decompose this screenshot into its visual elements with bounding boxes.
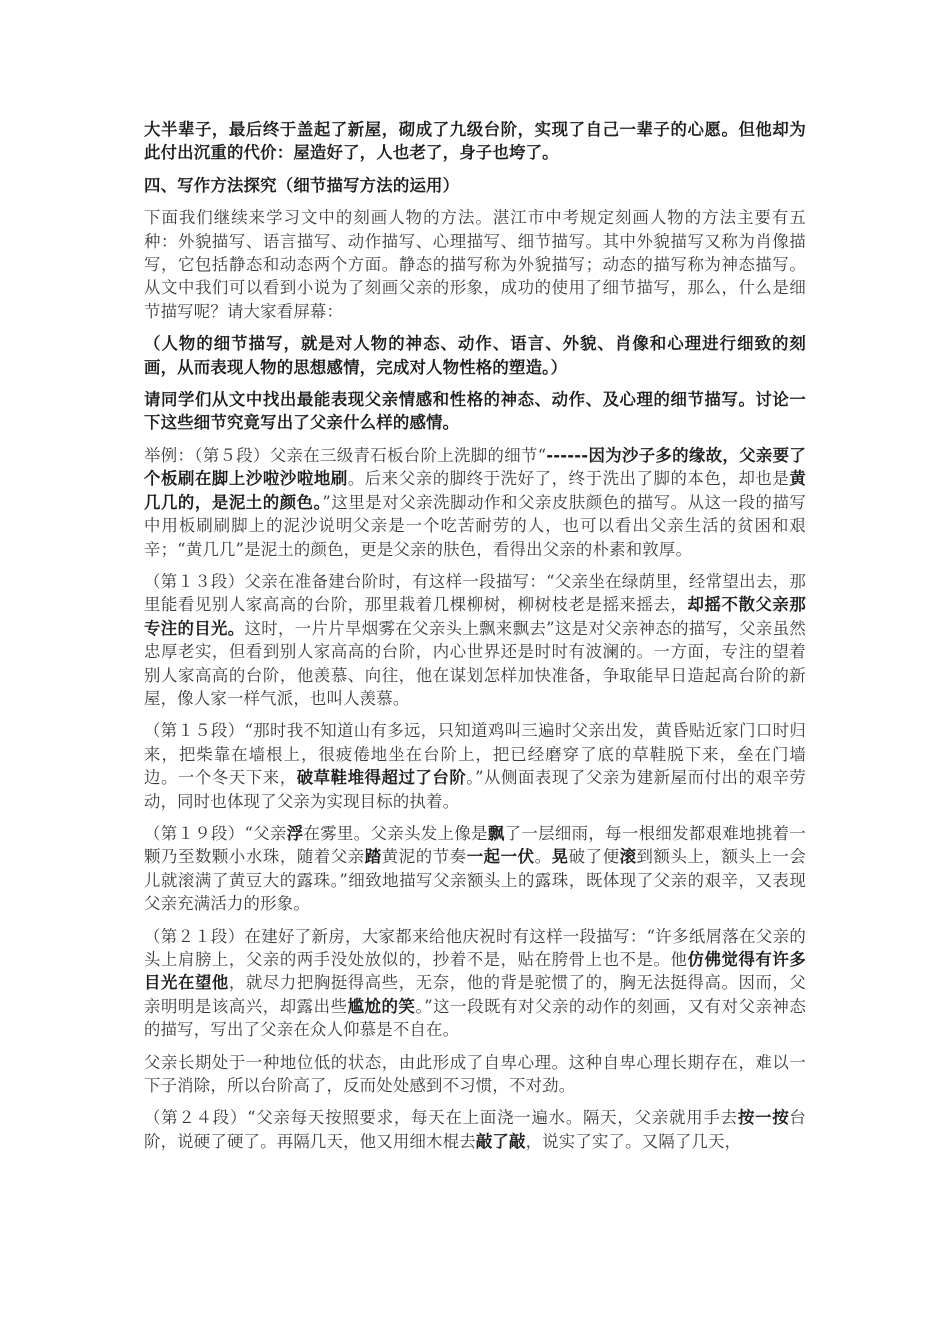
text-run: （第２１段）在建好了新房，大家都来给他庆祝时有这样一段描写：“许多纸屑落在父亲的头上肩膀上，父亲的两手没处放似的，抄着不是，贴在胯骨上也不是。他 [144,926,806,969]
bold-text-run: 敲了敲 [475,1131,526,1151]
paragraph-example-24 [144,1106,806,1153]
text-run: 在雾里。父亲头发上像是 [303,823,488,843]
text-run: ，就尽力把胸挺得高些，无奈，他的背是驼惯了的，胸无法挺得高。因而，父亲明明是该高兴，却露出些 [144,973,806,1016]
bold-text-run: 一起一伏 [466,847,535,867]
text-run: 。 [534,847,552,867]
bold-text-run: 浮 [286,823,304,843]
text-run: （人物的细节描写，就是对人物的神态、动作、语言、外貌、肖像和心理进行细致的刻画，从而表现人物的思想感情，完成对人物性格的塑造。） [144,334,806,377]
text-run: ，说实了实了。又隔了几天， [525,1131,742,1151]
text-run: （第２４段）“父亲每天按照要求，每天在上面浇一遍水。隔天，父亲就用手去 [144,1108,738,1128]
bold-text-run: 黄几几的，是泥土的颜色。 [144,469,806,512]
text-run: （第１３段）父亲在准备建台阶时，有这样一段描写：“父亲坐在绿荫里，经常望出去，那里能看见别人家高高的台阶，那里栽着几棵柳树，柳树枝老是摇来摇去， [144,571,806,615]
paragraph-intro [144,206,806,323]
bold-text-run: ------因为沙子多的缘故，父亲要了个板刷在脚上沙啦沙啦地刷 [144,445,806,489]
text-run: 。”这一段既有对父亲的动作的刻画，又有对父亲神态的描写，写出了父亲在众人仰慕是不自在。 [144,996,806,1040]
paragraph-definition [144,332,806,379]
text-run: 破了便 [568,847,620,867]
bold-text-run: 仿佛觉得有许多目光在望他 [144,950,806,993]
bold-text-run: 却摇不散父亲那专注的目光。 [144,595,806,638]
bold-text-run: 晃 [551,847,569,867]
text-run: 这时，一片片旱烟雾在父亲头上飘来飘去”这是对父亲神态的描写，父亲虽然忠厚老实，但看到别人家高高的台阶，内心世界还是时时有波澜的。一方面，专注的望着别人家高高的台阶，他羡慕、向往，他在谋划怎样加快准备，争取能早日造起高台阶的新屋，像人家一样气派，也叫人羡慕。 [144,618,806,708]
paragraph-analysis [144,1051,806,1098]
bold-text-run: 破草鞋堆得超过了台阶 [296,768,467,788]
bold-text-run: 按一按 [737,1108,790,1128]
text-run: 到额头上，额头上一会儿就滚满了黄豆大的露珠。”细致地描写父亲额头上的露珠，既体现了父亲的艰辛，又表现父亲充满活力的形象。 [144,847,806,914]
paragraph-example-5 [144,444,806,561]
text-run: 。后来父亲的脚终于洗好了，终于洗出了脚的本色，却也是 [347,469,790,489]
text-run: （第１５段）“那时我不知道山有多远，只知道鸡叫三遍时父亲出发，黄昏贴近家门口时归来，把柴靠在墙根上，很疲倦地坐在台阶上，把已经磨穿了底的草鞋脱下来，垒在门墙边。一个冬天下来， [144,721,806,788]
text-run: 了一层细雨，每一根细发都艰难地挑着一颗乃至数颗小水珠，随着父亲 [144,823,807,867]
text-run: 父亲长期处于一种地位低的状态，由此形成了自卑心理。这种自卑心理长期存在，难以一下子消除，所以台阶高了，反而处处感到不习惯，不对劲。 [144,1052,806,1096]
text-run: 黄泥的节奏 [381,847,467,867]
bold-text-run: 滚 [619,847,637,867]
text-run: 大半辈子，最后终于盖起了新屋，砌成了九级台阶，实现了自己一辈子的心愿。但他却为此付出沉重的代价：屋造好了，人也老了，身子也垮了。 [144,120,806,163]
text-run: ”这里是对父亲洗脚动作和父亲皮肤颜色的描写。从这一段的描写中用板刷刷脚上的泥沙说明父亲是一个吃苦耐劳的人，也可以看出父亲生活的贫困和艰辛；“黄几几”是泥土的颜色，更是父亲的肤色，看得出父亲的朴素和敦厚。 [144,492,807,559]
text-run: 举例：（第５段）父亲在三级青石板台阶上洗脚的细节“ [144,445,547,465]
paragraph-example-15 [144,719,806,813]
text-run: 请同学们从文中找出最能表现父亲情感和性格的神态、动作、及心理的细节描写。讨论一下这些细节究竟写出了父亲什么样的感情。 [144,390,806,433]
section-heading [144,174,806,197]
paragraph-example-19 [144,822,806,916]
text-run: 下面我们继续来学习文中的刻画人物的方法。湛江市中考规定刻画人物的方法主要有五种：外貌描写、语言描写、动作描写、心理描写、细节描写。其中外貌描写又称为肖像描写，它包括静态和动态两个方面。静态的描写称为外貌描写；动态的描写称为神态描写。从文中我们可以看到小说为了刻画父亲的形象，成功的使用了细节描写，那么，什么是细节描写呢？请大家看屏幕： [144,208,806,321]
paragraph-summary [144,118,806,165]
text-run: （第１９段）“父亲 [144,823,287,843]
text-run: 台阶，说硬了硬了。再隔几天，他又用细木棍去 [144,1108,806,1151]
text-run: 四、写作方法探究（细节描写方法的运用） [144,175,460,195]
bold-text-run: 尴尬的笑 [347,996,416,1016]
document-page [144,118,806,1162]
bold-text-run: 飘 [487,823,505,843]
paragraph-task [144,388,806,435]
text-run: 。”从侧面表现了父亲为建新屋而付出的艰辛劳动，同时也体现了父亲为实现目标的执着。 [144,768,806,811]
paragraph-example-21 [144,925,806,1042]
bold-text-run: 踏 [364,847,382,867]
paragraph-example-13 [144,570,806,710]
